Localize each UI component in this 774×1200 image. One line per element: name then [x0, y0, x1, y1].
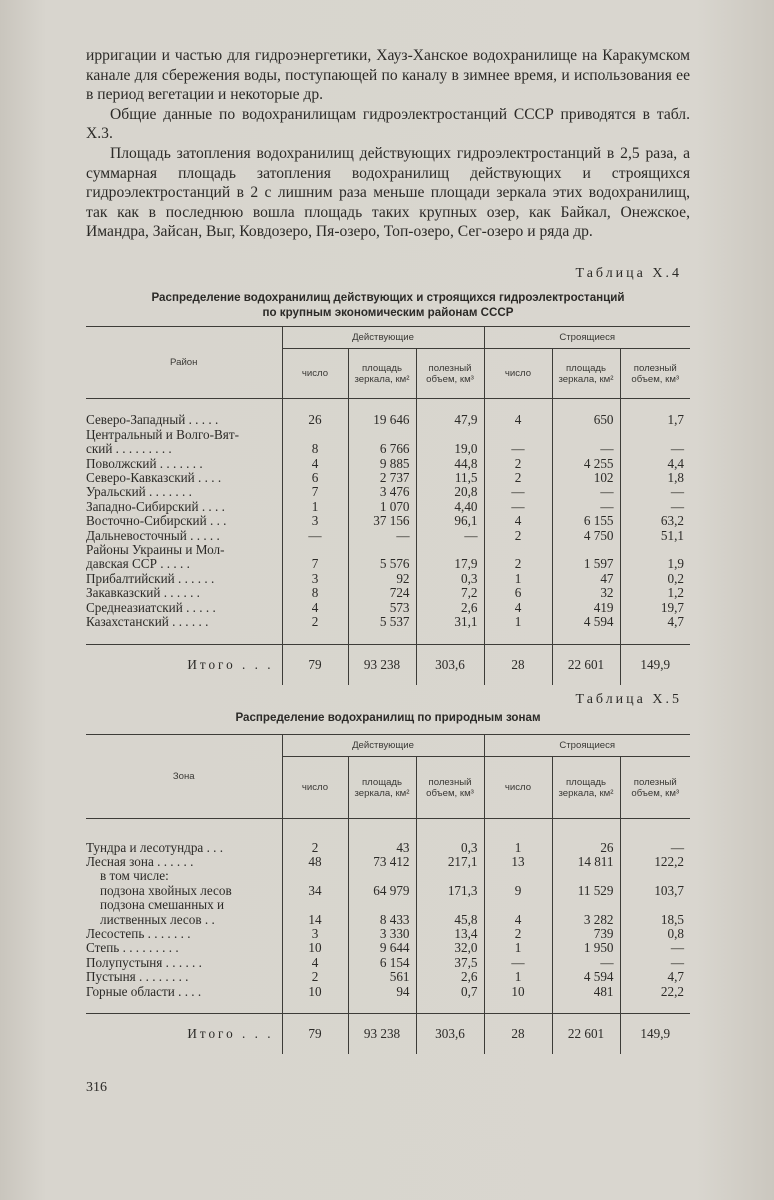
table5-h-count-a: число [282, 757, 348, 819]
cell-b1: 4 [484, 413, 552, 427]
cell-a1: 7 [282, 485, 348, 499]
table5-spacer-cell [86, 819, 282, 841]
cell-b3: 1,2 [667, 585, 684, 601]
table4-spacer-cell [282, 399, 348, 414]
row-label: лиственных лесов . . [86, 913, 282, 927]
table4-total-b1: 28 [484, 644, 552, 685]
table5-h-area-a: площадь зеркала, км² [348, 757, 416, 819]
table4-spacer-row [86, 629, 690, 644]
cell-a1: 3 [282, 572, 348, 586]
row-label: Северо-Западный . . . . . [86, 413, 282, 427]
paragraph-3: Площадь затопления водохранилищ действующих гидроэлектростанций в 2,5 раза, а суммарная площадь затопления водохранилищ действующих и строящихся гидроэлектростанций в 2 с лишним раза меньше площади зеркала этих водохранилищ, так как в последнюю вошла площадь таких крупных озер, как Байкал, Онежское, Имандра, Зайсан, Выг, Ковдозеро, Пя-озеро, Топ-озеро, Сег-озеро и ряда др. [86, 144, 690, 241]
cell-a3 [416, 869, 484, 883]
cell-b2: — [552, 442, 620, 456]
row-label: давская ССР . . . . . [86, 557, 282, 571]
cell-b3: 19,7 [660, 599, 684, 615]
cell-b2: 11 529 [552, 884, 620, 898]
cell-b3: 51,1 [660, 527, 684, 543]
cell-a1: 2 [282, 970, 348, 984]
table5-spacer-cell [484, 999, 552, 1014]
row-label: подзона хвойных лесов [86, 884, 282, 898]
table-row [86, 457, 690, 471]
table-row [86, 841, 690, 855]
cell-a2 [348, 869, 416, 883]
cell-a2 [348, 428, 416, 442]
cell-a2: 9 885 [348, 457, 416, 471]
table5-group-building: Строящиеся [484, 735, 690, 757]
table4-spacer-cell [620, 399, 690, 414]
cell-a1 [282, 898, 348, 912]
cell-a2: 37 156 [348, 514, 416, 528]
table4-spacer-cell [484, 629, 552, 644]
cell-a2 [348, 543, 416, 557]
table5-spacer-cell [348, 999, 416, 1014]
cell-a2: 64 979 [348, 884, 416, 898]
row-label: Лесостепь . . . . . . . [86, 927, 282, 941]
row-label: Районы Украины и Мол- [86, 543, 282, 557]
cell-b1: 4 [484, 601, 552, 615]
row-label: Горные области . . . . [86, 985, 282, 999]
cell-a3: 44,8 [416, 457, 484, 471]
cell-a1: 2 [282, 841, 348, 855]
cell-b1 [484, 428, 552, 442]
cell-a3: 7,2 [416, 586, 484, 600]
row-label: Северо-Кавказский . . . . [86, 471, 282, 485]
table4-spacer-cell [620, 629, 690, 644]
table-row [86, 985, 690, 999]
cell-a2: 573 [348, 601, 416, 615]
cell-b2: 4 750 [552, 529, 620, 543]
cell-a2: 8 433 [348, 913, 416, 927]
cell-b1: 9 [484, 884, 552, 898]
cell-b1: 1 [484, 615, 552, 629]
table5-total-row [86, 1014, 690, 1055]
body-text [86, 46, 690, 242]
cell-a1: 48 [282, 855, 348, 869]
cell-b1: 4 [484, 514, 552, 528]
table4-h-count-b: число [484, 349, 552, 399]
cell-a3: 2,6 [416, 970, 484, 984]
table4-title-line2: по крупным экономическим районам СССР [262, 306, 514, 319]
table-row [86, 913, 690, 927]
cell-b1: 2 [484, 557, 552, 571]
cell-a3: 11,5 [416, 471, 484, 485]
cell-a2: 73 412 [348, 855, 416, 869]
table4-title [86, 290, 690, 320]
row-label: Тундра и лесотундра . . . [86, 841, 282, 855]
table5-spacer-cell [620, 999, 690, 1014]
cell-b3: 4,4 [667, 455, 684, 471]
row-label: в том числе: [86, 869, 282, 883]
table5-caption: Таблица X.5 [575, 692, 682, 707]
row-label: Восточно-Сибирский . . . [86, 514, 282, 528]
cell-b2: — [552, 500, 620, 514]
cell-a3: 47,9 [416, 413, 484, 427]
cell-b2: — [552, 485, 620, 499]
table4-h-volume-b: полезный объем, км³ [631, 362, 680, 385]
table5-total-label: Итого . . . [86, 1014, 282, 1055]
table-row [86, 884, 690, 898]
cell-a1: 8 [282, 586, 348, 600]
table5-total-b2: 22 601 [552, 1014, 620, 1055]
table-row [86, 586, 690, 600]
table4-total-a1: 79 [282, 644, 348, 685]
table4-total-b3: 149,9 [640, 656, 671, 672]
table5-spacer-cell [620, 819, 690, 841]
table-row [86, 543, 690, 557]
cell-b3: 18,5 [660, 911, 684, 927]
table5-total-b3: 149,9 [640, 1026, 671, 1042]
row-label: Поволжский . . . . . . . [86, 457, 282, 471]
cell-a3: 32,0 [416, 941, 484, 955]
table-row [86, 514, 690, 528]
row-label: Пустыня . . . . . . . . [86, 970, 282, 984]
row-label: Западно-Сибирский . . . . [86, 500, 282, 514]
cell-a3 [416, 898, 484, 912]
cell-a2: 5 537 [348, 615, 416, 629]
cell-b2: 1 597 [552, 557, 620, 571]
cell-b1: — [484, 442, 552, 456]
cell-a1: 26 [282, 413, 348, 427]
cell-b2: 4 594 [552, 615, 620, 629]
cell-b3: 1,8 [667, 470, 684, 486]
cell-a3: 4,40 [416, 500, 484, 514]
table5-total-a2: 93 238 [348, 1014, 416, 1055]
cell-b1: 1 [484, 941, 552, 955]
row-label: Центральный и Волго-Вят- [86, 428, 282, 442]
cell-b1: 2 [484, 927, 552, 941]
cell-b1: — [484, 500, 552, 514]
table4-h-area-b: площадь зеркала, км² [552, 349, 620, 399]
row-label: Уральский . . . . . . . [86, 485, 282, 499]
row-label: Степь . . . . . . . . . [86, 941, 282, 955]
table5-spacer-cell [484, 819, 552, 841]
table4-total-a3: 303,6 [416, 644, 484, 685]
cell-a1: 7 [282, 557, 348, 571]
table4-spacer-cell [552, 629, 620, 644]
cell-a3: 0,3 [416, 572, 484, 586]
cell-b1: 2 [484, 471, 552, 485]
cell-a3: 31,1 [416, 615, 484, 629]
cell-b2 [552, 428, 620, 442]
cell-b1: 6 [484, 586, 552, 600]
table5-spacer-cell [282, 999, 348, 1014]
cell-b2 [552, 543, 620, 557]
cell-b3: — [670, 498, 684, 514]
cell-a1: 3 [282, 514, 348, 528]
table5-spacer-row [86, 999, 690, 1014]
table-row [86, 941, 690, 955]
cell-b1: — [484, 956, 552, 970]
table4-h-count-a: число [282, 349, 348, 399]
cell-a1: 1 [282, 500, 348, 514]
table4-total-row [86, 644, 690, 685]
cell-a1: 34 [282, 884, 348, 898]
cell-a3: 217,1 [416, 855, 484, 869]
cell-b3: — [670, 484, 684, 500]
cell-a2: 3 330 [348, 927, 416, 941]
cell-b3: 103,7 [654, 882, 684, 898]
cell-b3: — [670, 954, 684, 970]
cell-a3 [416, 543, 484, 557]
cell-a2: — [348, 529, 416, 543]
cell-a2: 5 576 [348, 557, 416, 571]
cell-b1 [484, 869, 552, 883]
cell-b2: 3 282 [552, 913, 620, 927]
cell-b3: 122,2 [654, 853, 684, 869]
cell-a2: 19 646 [348, 413, 416, 427]
table-row [86, 898, 690, 912]
row-label: Казахстанский . . . . . . [86, 615, 282, 629]
cell-b2: 32 [552, 586, 620, 600]
table5-col-zone: Зона [86, 735, 282, 819]
row-label: ский . . . . . . . . . [86, 442, 282, 456]
cell-a1: 10 [282, 985, 348, 999]
table4-total-b2: 22 601 [552, 644, 620, 685]
cell-a2: 1 070 [348, 500, 416, 514]
table-row [86, 956, 690, 970]
cell-b2: 102 [552, 471, 620, 485]
table-row [86, 471, 690, 485]
table-row [86, 970, 690, 984]
cell-a3: — [416, 529, 484, 543]
table-row [86, 855, 690, 869]
row-label: Полупустыня . . . . . . [86, 956, 282, 970]
cell-a1: 2 [282, 615, 348, 629]
cell-b3: 0,8 [667, 925, 684, 941]
table4 [86, 326, 690, 685]
table4-spacer-cell [348, 399, 416, 414]
cell-a2: 6 154 [348, 956, 416, 970]
table5-spacer-row [86, 819, 690, 841]
cell-b2: 739 [552, 927, 620, 941]
cell-a2 [348, 898, 416, 912]
cell-b1: 1 [484, 841, 552, 855]
table4-spacer-cell [86, 629, 282, 644]
table4-title-line1: Распределение водохранилищ действующих и строящихся гидроэлектростанций [151, 291, 625, 304]
cell-a3: 0,3 [416, 841, 484, 855]
table4-group-active: Действующие [282, 327, 484, 349]
cell-b2: 481 [552, 985, 620, 999]
table5-spacer-cell [282, 819, 348, 841]
table5-h-count-b: число [484, 757, 552, 819]
cell-a3 [416, 428, 484, 442]
table4-total-a2: 93 238 [348, 644, 416, 685]
table4-total-label: Итого . . . [86, 644, 282, 685]
cell-b3: 63,2 [660, 513, 684, 529]
table-row [86, 529, 690, 543]
table5-spacer-cell [416, 819, 484, 841]
table5-spacer-cell [348, 819, 416, 841]
table-row [86, 428, 690, 442]
cell-b1: 1 [484, 572, 552, 586]
cell-a3: 37,5 [416, 956, 484, 970]
cell-a3: 13,4 [416, 927, 484, 941]
cell-a3: 171,3 [416, 884, 484, 898]
cell-a2: 9 644 [348, 941, 416, 955]
cell-b1 [484, 543, 552, 557]
table5-h-area-b: площадь зеркала, км² [552, 757, 620, 819]
cell-a1 [282, 428, 348, 442]
cell-b3: 1,7 [667, 412, 684, 428]
cell-b3: — [670, 441, 684, 457]
table4-spacer-cell [416, 629, 484, 644]
cell-b1: 13 [484, 855, 552, 869]
table5-total-a1: 79 [282, 1014, 348, 1055]
cell-a1: 4 [282, 601, 348, 615]
table-row [86, 485, 690, 499]
cell-a2: 724 [348, 586, 416, 600]
cell-a1: 3 [282, 927, 348, 941]
cell-b3: — [670, 940, 684, 956]
table5-spacer-cell [552, 999, 620, 1014]
cell-b1 [484, 898, 552, 912]
paragraph-1: ирригации и частью для гидроэнергетики, Хауз-Ханское водохранилище на Каракумском канале для сбережения воды, поступающей по каналу в зимнее время, и использования ее в период вегетации и некоторые др. [86, 47, 690, 104]
table4-col-region: Район [86, 327, 282, 399]
table-row [86, 442, 690, 456]
cell-b3: 4,7 [667, 614, 684, 630]
row-label: Лесная зона . . . . . . [86, 855, 282, 869]
cell-a2: 3 476 [348, 485, 416, 499]
table4-spacer-row [86, 399, 690, 414]
cell-a3: 45,8 [416, 913, 484, 927]
cell-b2: 4 255 [552, 457, 620, 471]
cell-b3: — [670, 839, 684, 855]
cell-a1: 4 [282, 457, 348, 471]
paragraph-2: Общие данные по водохранилищам гидроэлектростанций СССР приводятся в табл. X.3. [86, 105, 690, 143]
cell-b2: 1 950 [552, 941, 620, 955]
cell-a3: 19,0 [416, 442, 484, 456]
cell-b1: 2 [484, 457, 552, 471]
cell-b2 [552, 869, 620, 883]
cell-b3 [620, 543, 690, 557]
table4-spacer-cell [86, 399, 282, 414]
cell-a1: 6 [282, 471, 348, 485]
table4-spacer-cell [348, 629, 416, 644]
table4-group-building: Строящиеся [484, 327, 690, 349]
cell-a3: 96,1 [416, 514, 484, 528]
cell-b2: 6 155 [552, 514, 620, 528]
cell-b2: 419 [552, 601, 620, 615]
table-row [86, 413, 690, 427]
table5-h-volume-b: полезный объем, км³ [631, 776, 680, 799]
table5-total-a3: 303,6 [416, 1014, 484, 1055]
cell-a3: 17,9 [416, 557, 484, 571]
table-row [86, 601, 690, 615]
cell-a1 [282, 869, 348, 883]
table5-spacer-cell [552, 819, 620, 841]
cell-a3: 20,8 [416, 485, 484, 499]
row-label: подзона смешанных и [86, 898, 282, 912]
cell-b2: 47 [552, 572, 620, 586]
table4-spacer-cell [416, 399, 484, 414]
table4-spacer-cell [552, 399, 620, 414]
row-label: Среднеазиатский . . . . . [86, 601, 282, 615]
cell-a1: — [282, 529, 348, 543]
cell-b3: 22,2 [660, 983, 684, 999]
cell-b3: 1,9 [667, 556, 684, 572]
cell-a2: 561 [348, 970, 416, 984]
cell-b2: 26 [552, 841, 620, 855]
cell-a2: 43 [348, 841, 416, 855]
cell-a3: 0,7 [416, 985, 484, 999]
table4-h-area-a: площадь зеркала, км² [348, 349, 416, 399]
cell-b1: 2 [484, 529, 552, 543]
cell-a2: 6 766 [348, 442, 416, 456]
cell-b1: 1 [484, 970, 552, 984]
table-row [86, 615, 690, 629]
cell-a1: 14 [282, 913, 348, 927]
table5-h-volume-a: полезный объем, км³ [416, 757, 484, 819]
cell-a1: 4 [282, 956, 348, 970]
cell-b3: 0,2 [667, 570, 684, 586]
cell-a2: 92 [348, 572, 416, 586]
cell-b2: 4 594 [552, 970, 620, 984]
cell-a3: 2,6 [416, 601, 484, 615]
table-row [86, 500, 690, 514]
cell-b1: 10 [484, 985, 552, 999]
row-label: Закавказский . . . . . . [86, 586, 282, 600]
cell-b3: 4,7 [667, 969, 684, 985]
row-label: Дальневосточный . . . . . [86, 529, 282, 543]
table5-spacer-cell [416, 999, 484, 1014]
cell-a1: 10 [282, 941, 348, 955]
table-row [86, 927, 690, 941]
cell-b3 [620, 898, 690, 912]
table5 [86, 734, 690, 1054]
table4-h-volume-a: полезный объем, км³ [416, 349, 484, 399]
cell-b3 [620, 869, 690, 883]
cell-a1: 8 [282, 442, 348, 456]
table-row [86, 557, 690, 571]
cell-b2: — [552, 956, 620, 970]
table-row [86, 869, 690, 883]
page-number: 316 [86, 1080, 107, 1095]
cell-b1: 4 [484, 913, 552, 927]
cell-b2: 650 [552, 413, 620, 427]
table5-title: Распределение водохранилищ по природным зонам [235, 711, 541, 724]
cell-b1: — [484, 485, 552, 499]
cell-b3 [620, 428, 690, 442]
table5-total-b1: 28 [484, 1014, 552, 1055]
table5-group-active: Действующие [282, 735, 484, 757]
row-label: Прибалтийский . . . . . . [86, 572, 282, 586]
cell-b2 [552, 898, 620, 912]
cell-a1 [282, 543, 348, 557]
table5-spacer-cell [86, 999, 282, 1014]
cell-a2: 94 [348, 985, 416, 999]
table4-spacer-cell [282, 629, 348, 644]
cell-a2: 2 737 [348, 471, 416, 485]
cell-b2: 14 811 [552, 855, 620, 869]
table4-caption: Таблица X.4 [575, 266, 682, 281]
table-row [86, 572, 690, 586]
table4-spacer-cell [484, 399, 552, 414]
